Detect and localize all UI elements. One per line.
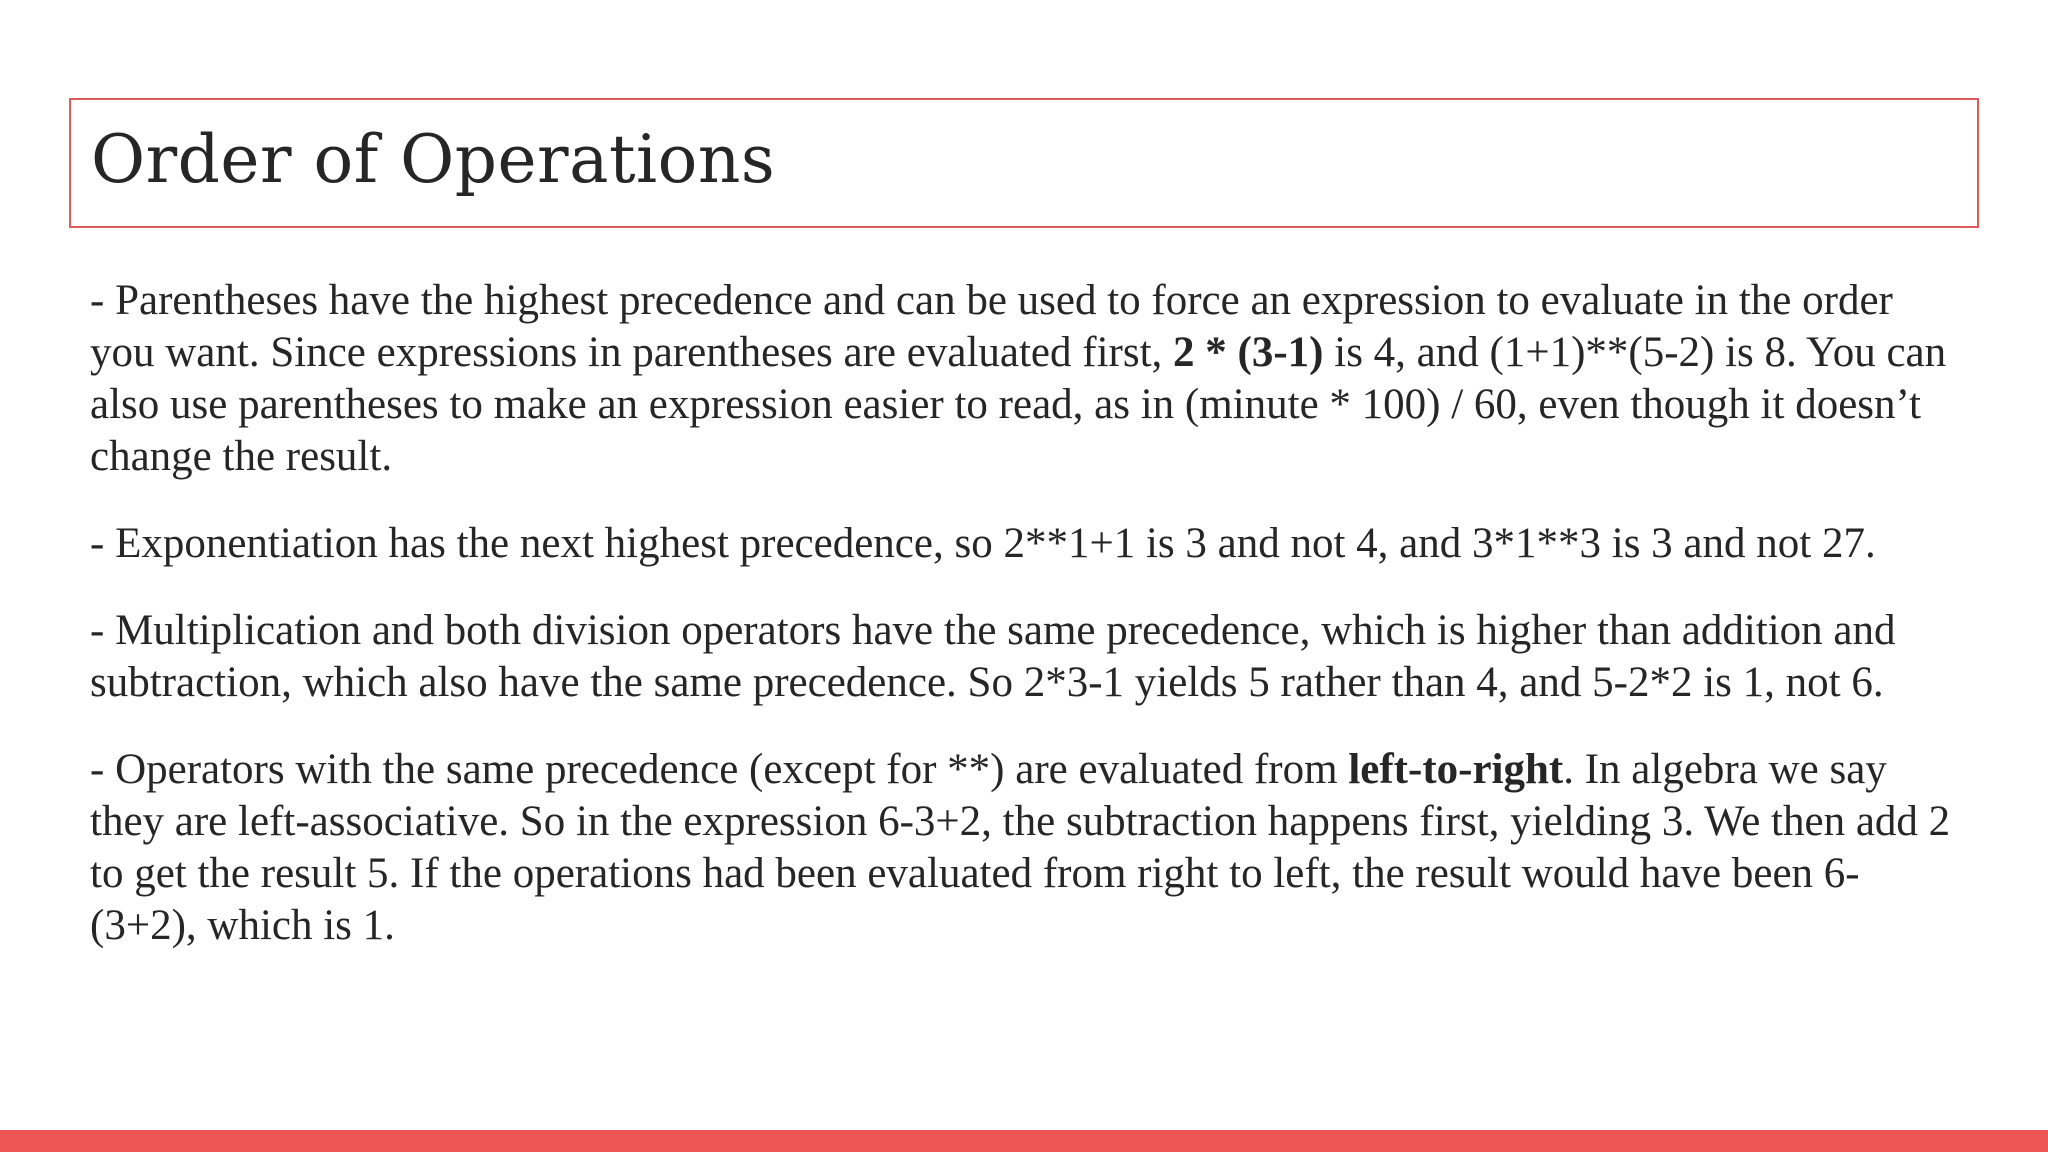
paragraph-text: is 4, and (1+1)**(5-2) is 8. You can also use parentheses to make an expression easier to read, as in (minute * 100) / 60, even though it doesn’t change the result.	[90, 329, 1947, 480]
bold-left-to-right: left-to-right	[1348, 746, 1564, 793]
paragraph-text: - Exponentiation has the next highest precedence, so 2**1+1 is 3 and not 4, and 3*1**3 is 3 and not 27.	[90, 520, 1876, 567]
slide-body	[90, 275, 1958, 987]
bold-expression: 2 * (3-1)	[1173, 329, 1324, 376]
bottom-accent-bar	[0, 1130, 2048, 1152]
paragraph-parentheses	[90, 275, 1958, 483]
paragraph-text: . In algebra we say they are left-associative. So in the expression 6-3+2, the subtraction happens first, yielding 3. We then add 2 to get the result 5. If the operations had been evaluated from right to left, the result would have been 6-(3+2), which is 1.	[90, 746, 1951, 949]
paragraph-associativity	[90, 744, 1958, 952]
paragraph-text: - Parentheses have the highest precedence and can be used to force an expression to evaluate in the order you want. Since expressions in parentheses are evaluated first,	[90, 277, 1893, 376]
title-box	[69, 98, 1979, 228]
paragraph-text: - Multiplication and both division operators have the same precedence, which is higher than addition and subtraction, which also have the same precedence. So 2*3-1 yields 5 rather than 4, and 5-2*2 is 1, not 6.	[90, 607, 1896, 706]
paragraph-multiplication	[90, 605, 1958, 709]
paragraph-text: - Operators with the same precedence (except for **) are evaluated from	[90, 746, 1349, 793]
paragraph-exponentiation	[90, 518, 1958, 570]
slide-title: Order of Operations	[91, 121, 776, 198]
